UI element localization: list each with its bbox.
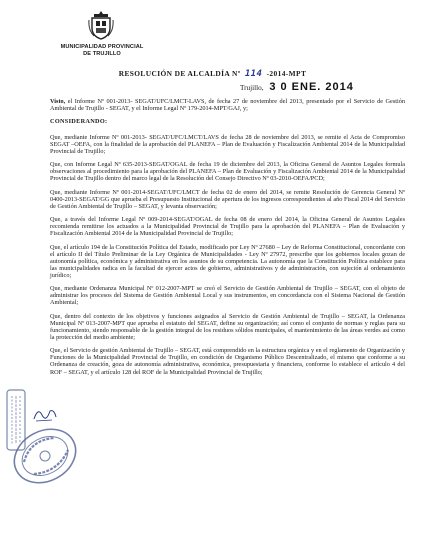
institution-name	[52, 44, 152, 58]
visto-lead: Visto,	[50, 98, 66, 105]
institution-line-2: DE TRUJILLO	[83, 50, 121, 57]
date-city: Trujillo,	[240, 84, 264, 92]
institution-line-1: MUNICIPALIDAD PROVINCIAL	[60, 44, 144, 50]
document-body	[50, 98, 405, 382]
considerando-heading: CONSIDERANDO:	[50, 118, 108, 126]
paragraph-7: Que, dentro del contexto de los objetivos y funciones asignados al Servicio de Gestión Ambiental de Trujillo – SEGAT, la Ordenanza Municipal Nº 013-2007-MPT que aprueba el estatuto del SEGAT, define su organización; así como el conjunto de normas y reglas para su funcionamiento, siendo responsable de la gestión integral de los residuos sólidos municipales, el mantenimiento de las áreas verdes así como la protección del medio ambiente;	[50, 312, 405, 341]
paragraph-4: Que, a través del Informe Legal Nº 009-2014-SEGAT/OGAL de fecha 08 de enero del 2014, la Oficina General de Asuntos Legales recomienda remitirse los actuados a la Municipalidad Provincial de Trujillo para la aprobación del PLANEFA – Plan de Evaluación y Fiscalización Ambiental 2014 de la Municipalidad Provincial de Trujillo;	[50, 216, 405, 238]
visto-paragraph	[50, 98, 405, 112]
paragraph-6: Que, mediante Ordenanza Municipal Nº 012-2007-MPT se creó el Servicio de Gestión Ambiental de Trujillo – SEGAT, con el objeto de administrar los procesos del Sistema de Gestión Ambiental Local y sus instrumentos, en concordancia con el Sistema Nacional de Gestión Ambiental;	[50, 285, 405, 307]
municipal-crest-icon	[88, 10, 114, 40]
date-stamp: 3 0 ENE. 2014	[269, 81, 354, 93]
resolution-title-prefix: RESOLUCIÓN DE ALCALDÍA Nº	[118, 69, 241, 78]
paragraph-8: Que, el Servicio de gestión Ambiental de Trujillo – SEGAT, está comprendido en la estructura orgánica y en el reglamento de Organización y Funciones de la Municipalidad Provincial de Trujillo, en condición de Organismo Público Descentralizado, el mismo que conforme a su Ordenanza de creación, goza de autonomía administrativa, económica, presupuestaria y financiera, conforme lo establece el artículo 4 del ROF – SEGAT, y el artículo 128 del ROF de la Municipalidad Provincial de Trujillo;	[50, 347, 405, 376]
resolution-number: 114	[244, 69, 263, 79]
resolution-title-suffix: -2014-MPT	[266, 69, 307, 78]
date-line	[240, 81, 400, 93]
visto-text: el Informe Nº 001-2013- SEGAT/UFC/LMCT-LAVS, de fecha 27 de noviembre del 2013, presentado por el Servicio de Gestión Ambiental de Trujillo - SEGAT, y el Informe Legal Nº 179-2014-MPT/GAJ, y;	[50, 98, 405, 113]
paragraph-2: Que, con Informe Legal Nº 635-2013-SEGAT/OGAL de fecha 19 de diciembre del 2013, la Oficina General de Asuntos Legales formula observaciones al procedimiento para la aprobación del PLANEFA – Plan de Evaluación y Fiscalización Ambiental 2014 de la Municipalidad Provincial de Trujillo dentro del marco legal de la Resolución del Consejo Directivo Nº 03-2010-OEFA/PCD;	[50, 161, 405, 183]
signature-scribble-icon	[32, 405, 58, 423]
paragraph-1: Que, mediante Informe Nº 001-2013- SEGAT/UFC/LMCT/LAVS de fecha 28 de noviembre del 2013, se remite el Acta de Compromiso SEGAT –OEFA, con la finalidad de la aprobación del PLANEFA – Plan de Evaluación y Fiscalización Ambiental 2014 de la Municipalidad Provincial de Trujillo;	[50, 133, 405, 155]
resolution-title	[0, 69, 425, 79]
paragraph-3: Que, mediante Informe Nº 001-2014-SEGAT/UFC/LMCT de fecha 02 de enero del 2014, se remite Resolución de Gerencia General Nº 0400-2013-SEGAT/GG que aprueba el Presupuesto Institucional de apertura de los ingresos correspondientes al año Fiscal 2014 del Servicio de Gestión Ambiental de Trujillo – SEGAT, y levanta observación;	[50, 188, 405, 210]
municipal-seal-icon	[10, 428, 80, 484]
paragraph-5: Que, el artículo 194 de la Constitución Política del Estado, modificado por Ley Nº 27680 – Ley de Reforma Constitucional, concordante con el artículo II del Título Preliminar de la Ley Orgánica de Municipalidades - Ley Nº 27972, prescribe que los gobiernos locales gozan de autonomía política, económica y administrativa en los asuntos de su competencia. La autonomía que la Constitución Política establece para las municipalidades radica en la facultad de ejercer actos de gobierno, administrativos y de administración, con sujeción al ordenamiento jurídico;	[50, 243, 405, 279]
